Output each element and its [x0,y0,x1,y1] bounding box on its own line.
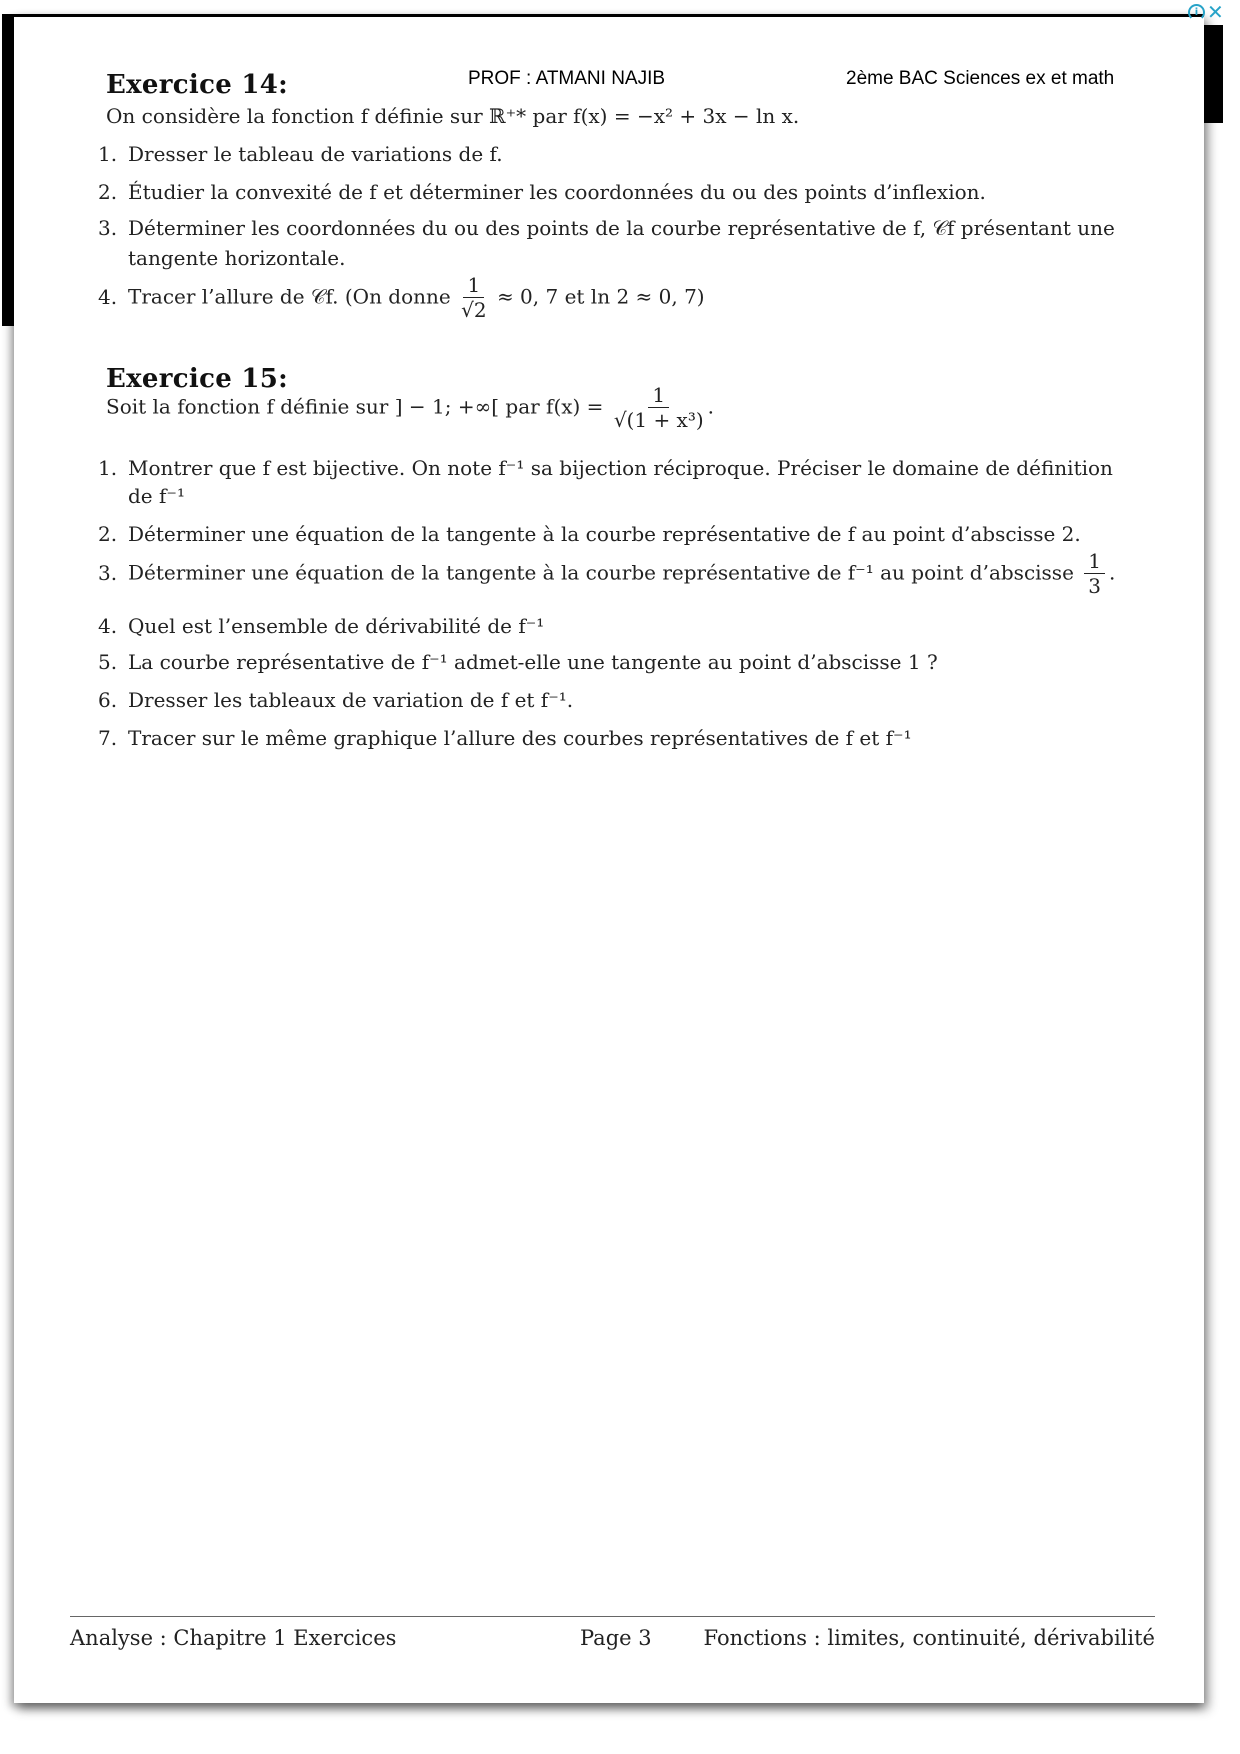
exercise-14-item [98,180,986,204]
item-text: Dresser les tableaux de variation de f et f⁻¹. [128,688,574,712]
item-number: 6. [98,688,118,712]
item-number: 2. [98,180,118,204]
exercise-14-title: Exercice 14: [106,70,289,100]
exercise-15-item [98,456,1113,480]
footer-divider [70,1616,1155,1617]
item-text: Étudier la convexité de f et déterminer les coordonnées du ou des points d’inflexion. [128,180,986,204]
exercise-15-item [98,688,573,712]
exercise-15-item [98,726,912,750]
item-number: 1. [98,142,118,166]
item-text: Tracer sur le même graphique l’allure des courbes représentatives de f et f⁻¹ [128,726,912,750]
item-text: Tracer l’allure de 𝒞f. (On donne [128,284,451,309]
item-number: 4. [98,614,118,638]
item-number: 7. [98,726,118,750]
item-number: 3. [98,216,118,240]
viewer-frame-right [1204,25,1223,123]
item-text: Déterminer une équation de la tangente à la courbe représentative de f au point d’abscisse 2. [128,522,1081,546]
header-prof: PROF : ATMANI NAJIB [468,68,666,89]
viewer-frame-left [2,14,14,326]
exercise-15-intro: Soit la fonction f définie sur ] − 1; +∞[ par f(x) = $\frac{1}{\text{√(1 + x³)}}$ . [106,383,715,432]
header-class: 2ème BAC Sciences ex et math [846,68,1115,89]
item-number: 1. [98,456,118,480]
footer-page-number: Page 3 [580,1626,652,1650]
item-number: 3. [98,560,118,585]
footer-chapter: Analyse : Chapitre 1 Exercices [70,1626,397,1650]
item-text: ≈ 0, 7 et ln 2 ≈ 0, 7) [496,284,705,309]
close-icon[interactable]: ✕ [1207,0,1224,24]
item-number: 5. [98,650,118,674]
item-text-continued: tangente horizontale. [128,246,346,270]
item-text-continued: de f⁻¹ [128,484,185,508]
fraction: $\frac{1}{√2}$ [461,273,487,322]
exercise-14-item [98,274,705,322]
ad-controls [1188,2,1224,22]
exercise-14-item [98,216,1115,240]
exercise-15-item [98,522,1081,546]
exercise-15-item [98,614,544,638]
exercise-14-item [98,142,503,166]
item-text: Quel est l’ensemble de dérivabilité de f⁻¹ [128,614,545,638]
item-text: Déterminer les coordonnées du ou des points de la courbe représentative de f, 𝒞f présentant une [128,216,1115,240]
exercise-15-item [98,650,938,674]
item-number: 2. [98,522,118,546]
footer-topic: Fonctions : limites, continuité, dérivabilité [703,1626,1155,1650]
item-text: La courbe représentative de f⁻¹ admet-elle une tangente au point d’abscisse 1 ? [128,650,938,674]
item-text: Montrer que f est bijective. On note f⁻¹ sa bijection réciproque. Préciser le domaine de définition [128,456,1113,480]
info-icon[interactable]: i [1188,4,1205,21]
item-text: Dresser le tableau de variations de f. [128,142,503,166]
item-number: 4. [98,284,118,309]
exercise-15-item: 3. Déterminer une équation de la tangente à la courbe représentative de f⁻¹ au point d’abscisse $\frac{1}{3}$ . [98,549,1116,598]
fraction: $\frac{1}{3}$ [1084,550,1105,598]
item-text: Déterminer une équation de la tangente à la courbe représentative de f⁻¹ au point d’abscisse [128,560,1074,585]
fraction: $\frac{1}{\text{√(1 + x³)}}$ [613,383,704,432]
exercise-14-intro: On considère la fonction f définie sur ℝ⁺* par f(x) = −x² + 3x − ln x. [106,104,800,128]
exercise-15-title: Exercice 15: [106,364,289,394]
